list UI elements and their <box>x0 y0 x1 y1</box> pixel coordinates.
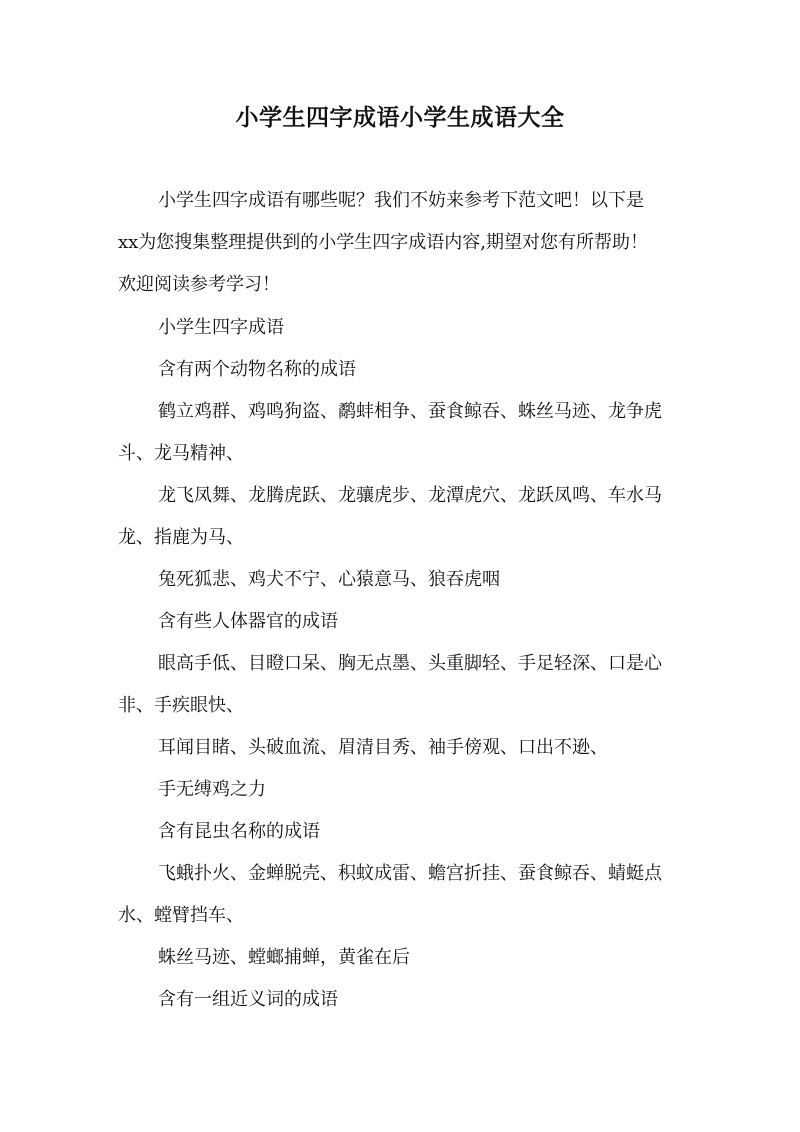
idiom-paragraph: 兔死狐悲、鸡犬不宁、心猿意马、狼吞虎咽 <box>158 569 500 590</box>
idiom-line: 水、螳臂挡车、 <box>118 905 244 926</box>
intro-line: 小学生四字成语有哪些呢？我们不妨来参考下范文吧！以下是 <box>158 190 644 211</box>
section-heading-synonyms: 含有一组近义词的成语 <box>158 989 338 1010</box>
idiom-paragraph <box>118 475 688 559</box>
idiom-paragraph <box>118 643 688 727</box>
idiom-line: 鹤立鸡群、鸡鸣狗盗、鹬蚌相争、蚕食鲸吞、蛛丝马迹、龙争虎 <box>158 401 662 422</box>
idiom-line: 龙、指鹿为马、 <box>118 527 244 548</box>
idiom-line: 龙飞凤舞、龙腾虎跃、龙骧虎步、龙潭虎穴、龙跃凤鸣、车水马 <box>158 485 662 506</box>
section-heading-animals: 含有两个动物名称的成语 <box>158 359 356 380</box>
intro-line: 欢迎阅读参考学习！ <box>118 274 280 295</box>
document-title: 小学生四字成语小学生成语大全 <box>235 104 565 131</box>
idiom-paragraph: 耳闻目睹、头破血流、眉清目秀、袖手傍观、口出不逊、 <box>158 737 608 758</box>
idiom-line: 斗、龙马精神、 <box>118 443 244 464</box>
idiom-paragraph: 手无缚鸡之力 <box>158 779 266 800</box>
idiom-line: 眼高手低、目瞪口呆、胸无点墨、头重脚轻、手足轻深、口是心 <box>158 653 662 674</box>
main-heading: 小学生四字成语 <box>158 317 284 338</box>
intro-line: xx为您搜集整理提供到的小学生四字成语内容,期望对您有所帮助！ <box>118 232 649 253</box>
idiom-paragraph <box>118 853 688 937</box>
idiom-line: 飞蛾扑火、金蝉脱壳、积蚊成雷、蟾宫折挂、蚕食鲸吞、蜻蜓点 <box>158 863 662 884</box>
idiom-line: 非、手疾眼快、 <box>118 695 244 716</box>
section-heading-body-parts: 含有些人体器官的成语 <box>158 611 338 632</box>
section-heading-insects: 含有昆虫名称的成语 <box>158 821 320 842</box>
idiom-paragraph: 蛛丝马迹、螳螂捕蝉，黄雀在后 <box>158 947 410 968</box>
idiom-paragraph <box>118 391 688 475</box>
intro-paragraph <box>118 180 688 306</box>
